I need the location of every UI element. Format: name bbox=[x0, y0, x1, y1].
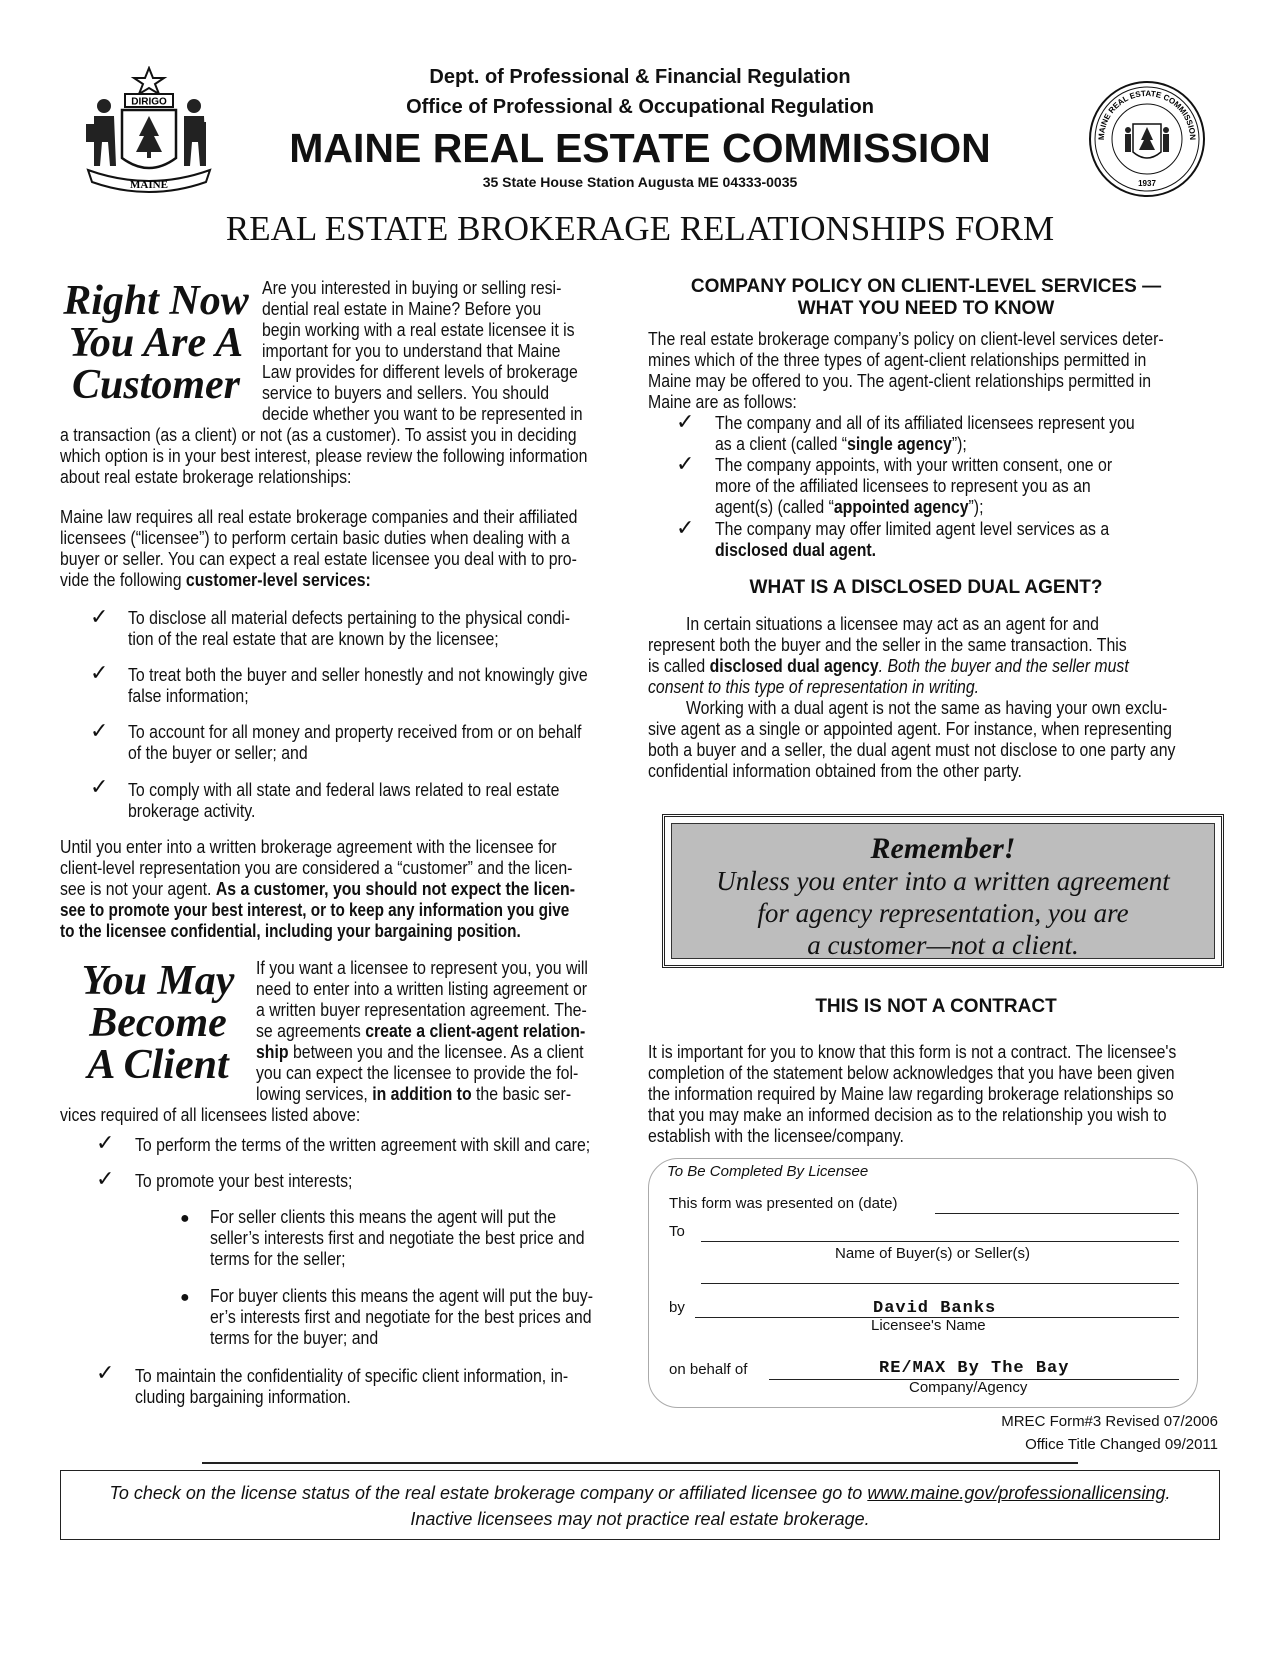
licensee-name-caption: Licensee's Name bbox=[871, 1317, 986, 1334]
intro-line: begin working with a real estate licensee it is bbox=[262, 320, 575, 340]
seal-banner-text: DIRIGO bbox=[131, 96, 167, 108]
sub-bullet-line: For buyer clients this means the agent will put the buy- bbox=[210, 1286, 593, 1306]
client-intro-line: vices required of all licensees listed above: bbox=[60, 1105, 361, 1125]
service-item: false information; bbox=[128, 686, 249, 706]
dual-line: confidential information obtained from the other party. bbox=[648, 761, 1022, 781]
policy-option: The company and all of its affiliated licensees represent you bbox=[715, 413, 1135, 433]
intro-line: a transaction (as a client) or not (as a customer). To assist you in deciding bbox=[60, 425, 577, 445]
client-service-item: To maintain the confidentiality of specific client information, in- bbox=[135, 1366, 569, 1386]
client-intro-line: you can expect the licensee to provide the fol- bbox=[256, 1063, 579, 1083]
service-item: tion of the real estate that are known by the licensee; bbox=[128, 629, 499, 649]
not-contract-line: It is important for you to know that this form is not a contract. The licensee's bbox=[648, 1042, 1177, 1062]
until-line: Until you enter into a written brokerage agreement with the licensee for bbox=[60, 837, 557, 857]
law-line: buyer or seller. You can expect a real estate licensee you deal with to pro- bbox=[60, 549, 577, 569]
not-contract-title: THIS IS NOT A CONTRACT bbox=[815, 996, 1057, 1017]
intro-line: about real estate brokerage relationships: bbox=[60, 467, 352, 487]
policy-option: The company may offer limited agent level services as a bbox=[715, 519, 1110, 539]
commission-seal bbox=[1088, 80, 1206, 198]
by-label: by bbox=[669, 1299, 685, 1316]
company-agency-field[interactable]: RE/MAX By The Bay bbox=[879, 1359, 1070, 1378]
until-line: see is not your agent. As a customer, you should not expect the licen- bbox=[60, 879, 575, 899]
client-intro-line: lowing services, in addition to the basic ser- bbox=[256, 1084, 572, 1104]
intro-line: decide whether you want to be represented in bbox=[262, 404, 583, 424]
dual-line: represent both the buyer and the seller in the same transaction. This bbox=[648, 635, 1127, 655]
policy-option: disclosed dual agent. bbox=[715, 540, 877, 560]
client-intro-line: ship between you and the licensee. As a client bbox=[256, 1042, 584, 1062]
professional-licensing-link[interactable]: www.maine.gov/professionallicensing bbox=[867, 1483, 1166, 1503]
service-item: brokerage activity. bbox=[128, 801, 256, 821]
remember-callout bbox=[662, 814, 1224, 968]
service-item: To account for all money and property received from or on behalf bbox=[128, 722, 582, 742]
to-label: To bbox=[669, 1223, 685, 1240]
commission-seal-text: MAINE REAL ESTATE COMMISSION bbox=[1096, 88, 1198, 141]
not-contract-line: completion of the statement below acknowledges that you have been given bbox=[648, 1063, 1175, 1083]
client-intro-line: a written buyer representation agreement. The- bbox=[256, 1000, 587, 1020]
client-intro-line: If you want a licensee to represent you, you will bbox=[256, 958, 588, 978]
footer-divider bbox=[202, 1462, 1078, 1464]
dual-agent-title: WHAT IS A DISCLOSED DUAL AGENT? bbox=[749, 577, 1103, 598]
intro-line: Are you interested in buying or selling resi- bbox=[262, 278, 562, 298]
law-line: vide the following customer-level services: bbox=[60, 570, 371, 590]
sub-bullet-line: For seller clients this means the agent will put the bbox=[210, 1207, 557, 1227]
dept-name: Dept. of Professional & Financial Regulation bbox=[429, 66, 851, 88]
policy-line: The real estate brokerage company’s policy on client-level services deter- bbox=[648, 329, 1164, 349]
remember-line: Unless you enter into a written agreement bbox=[716, 866, 1170, 896]
remember-line: a customer—not a client. bbox=[807, 930, 1079, 960]
licensee-box-legend: To Be Completed By Licensee bbox=[663, 1163, 872, 1180]
not-contract-line: that you may make an informed decision as to the relationship you wish to bbox=[648, 1105, 1167, 1125]
policy-option: The company appoints, with your written consent, one or bbox=[715, 455, 1113, 475]
until-line: client-level representation you are considered a “customer” and the licen- bbox=[60, 858, 573, 878]
licensee-completion-box bbox=[648, 1158, 1198, 1408]
policy-title: COMPANY POLICY ON CLIENT-LEVEL SERVICES — bbox=[690, 276, 1162, 297]
dual-line: sive agent as a single or appointed agent. For instance, when representing bbox=[648, 719, 1172, 739]
sub-bullet-line: er’s interests first and negotiate for the best prices and bbox=[210, 1307, 592, 1327]
check-icon: ✓ bbox=[90, 718, 109, 743]
service-item: of the buyer or seller; and bbox=[128, 743, 308, 763]
law-line: Maine law requires all real estate brokerage companies and their affiliated bbox=[60, 507, 578, 527]
intro-line: which option is in your best interest, please review the following information bbox=[60, 446, 588, 466]
dual-line: In certain situations a licensee may act as an agent for and bbox=[686, 614, 1099, 634]
check-icon: ✓ bbox=[676, 515, 695, 540]
office-name: Office of Professional & Occupational Regulation bbox=[406, 96, 874, 118]
remember-title: Remember! bbox=[870, 832, 1016, 865]
not-contract-line: the information required by Maine law regarding brokerage relationships so bbox=[648, 1084, 1174, 1104]
presented-date-label: This form was presented on (date) bbox=[669, 1195, 898, 1212]
heading-you-are-a: You Are A bbox=[68, 320, 244, 366]
intro-line: important for you to understand that Maine bbox=[262, 341, 561, 361]
seal-ribbon-text: MAINE bbox=[130, 179, 168, 191]
company-agency-caption: Company/Agency bbox=[909, 1379, 1028, 1396]
licensee-name-field[interactable]: David Banks bbox=[873, 1299, 997, 1318]
policy-option: more of the affiliated licensees to represent you as an bbox=[715, 476, 1091, 496]
dual-line: both a buyer and a seller, the dual agent must not disclose to one party any bbox=[648, 740, 1176, 760]
client-intro-line: se agreements create a client-agent relation- bbox=[256, 1021, 586, 1041]
check-icon: ✓ bbox=[96, 1166, 115, 1191]
license-status-box bbox=[60, 1470, 1220, 1540]
dual-line: consent to this type of representation in writing. bbox=[648, 677, 980, 697]
bullet-icon: ● bbox=[180, 1289, 190, 1306]
form-id: MREC Form#3 Revised 07/2006 bbox=[1001, 1413, 1218, 1430]
heading-customer: Customer bbox=[71, 362, 241, 408]
until-line: see to promote your best interest, or to keep any information you give bbox=[60, 900, 570, 920]
check-icon: ✓ bbox=[676, 451, 695, 476]
heading-right-now: Right Now bbox=[63, 278, 249, 324]
check-icon: ✓ bbox=[96, 1130, 115, 1155]
remember-line: for agency representation, you are bbox=[757, 898, 1129, 928]
until-line: to the licensee confidential, including your bargaining position. bbox=[60, 921, 521, 941]
office-title-changed: Office Title Changed 09/2011 bbox=[1025, 1436, 1218, 1453]
not-contract-line: establish with the licensee/company. bbox=[648, 1126, 904, 1146]
client-intro-line: need to enter into a written listing agreement or bbox=[256, 979, 588, 999]
sub-bullet-line: terms for the buyer; and bbox=[210, 1328, 379, 1348]
license-status-text: To check on the license status of the real estate brokerage company or affiliated licensee go to www.maine.gov/professionallicensing. bbox=[109, 1483, 1171, 1503]
commission-name: MAINE REAL ESTATE COMMISSION bbox=[289, 125, 991, 171]
form-title: REAL ESTATE BROKERAGE RELATIONSHIPS FORM bbox=[225, 209, 1055, 248]
check-icon: ✓ bbox=[96, 1360, 115, 1385]
service-item: To comply with all state and federal laws related to real estate bbox=[128, 780, 560, 800]
heading-a-client: A Client bbox=[87, 1042, 229, 1088]
client-service-item: To promote your best interests; bbox=[135, 1171, 353, 1191]
policy-line: Maine may be offered to you. The agent-client relationships permitted in bbox=[648, 371, 1152, 391]
policy-line: Maine are as follows: bbox=[648, 392, 797, 412]
service-item: To disclose all material defects pertaining to the physical condi- bbox=[128, 608, 570, 628]
commission-seal-year: 1937 bbox=[1138, 179, 1156, 188]
intro-line: service to buyers and sellers. You should bbox=[262, 383, 550, 403]
sub-bullet-line: terms for the seller; bbox=[210, 1249, 346, 1269]
on-behalf-label: on behalf of bbox=[669, 1361, 748, 1378]
bullet-icon: ● bbox=[180, 1210, 190, 1227]
policy-title: WHAT YOU NEED TO KNOW bbox=[797, 298, 1055, 319]
client-service-item: To perform the terms of the written agreement with skill and care; bbox=[135, 1135, 591, 1155]
policy-option: agent(s) (called “appointed agency”); bbox=[715, 497, 984, 517]
inactive-notice: Inactive licensees may not practice real estate brokerage. bbox=[410, 1509, 870, 1529]
buyer-seller-caption: Name of Buyer(s) or Seller(s) bbox=[835, 1245, 1031, 1262]
service-item: To treat both the buyer and seller honestly and not knowingly give bbox=[128, 665, 588, 685]
dual-line: Working with a dual agent is not the same as having your own exclu- bbox=[686, 698, 1168, 718]
law-line: licensees (“licensee”) to perform certain basic duties when dealing with a bbox=[60, 528, 570, 548]
sub-bullet-line: seller’s interests first and negotiate the best price and bbox=[210, 1228, 585, 1248]
dual-line: is called disclosed dual agency. Both the buyer and the seller must bbox=[648, 656, 1129, 676]
intro-line: dential real estate in Maine? Before you bbox=[262, 299, 542, 319]
client-service-item: cluding bargaining information. bbox=[135, 1387, 351, 1407]
heading-you-may: You May bbox=[81, 958, 235, 1004]
check-icon: ✓ bbox=[90, 660, 109, 685]
policy-line: mines which of the three types of agent-client relationships permitted in bbox=[648, 350, 1147, 370]
check-icon: ✓ bbox=[90, 604, 109, 629]
intro-line: Law provides for different levels of brokerage bbox=[262, 362, 578, 382]
check-icon: ✓ bbox=[676, 409, 695, 434]
commission-address: 35 State House Station Augusta ME 04333-0035 bbox=[482, 174, 798, 190]
heading-become: Become bbox=[89, 1000, 227, 1046]
policy-option: as a client (called “single agency”); bbox=[715, 434, 967, 454]
check-icon: ✓ bbox=[90, 774, 109, 799]
